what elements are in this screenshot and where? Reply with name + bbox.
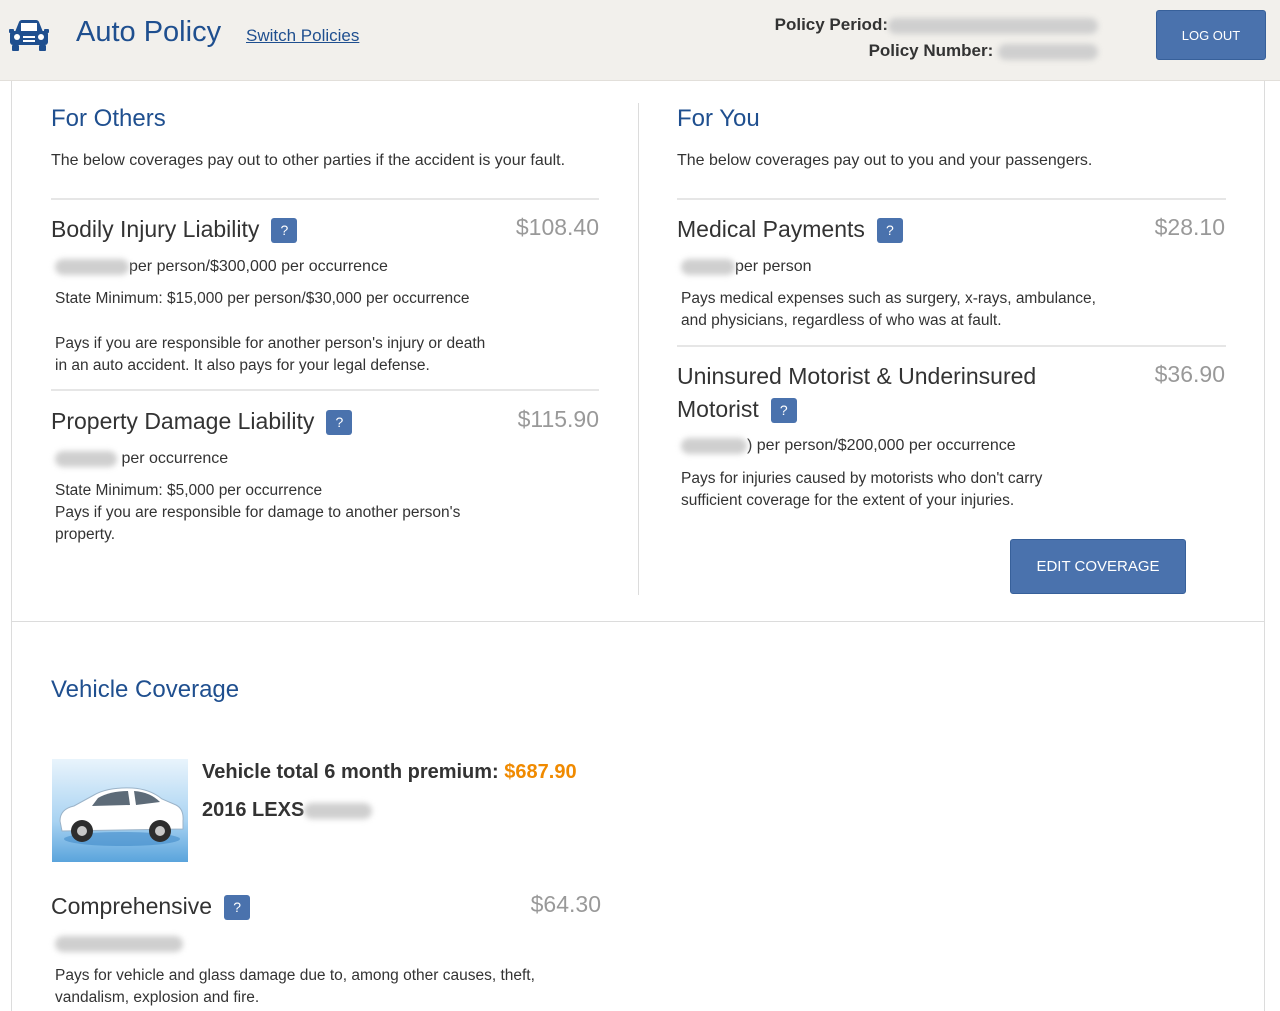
- coverage-limit: [681, 437, 1016, 455]
- limit-redacted: [55, 936, 183, 952]
- page-header: [0, 0, 1280, 81]
- coverage-description: Pays if you are responsible for damage to another person's property.: [55, 504, 461, 543]
- limit-redacted: [55, 259, 129, 275]
- switch-policies-link[interactable]: Switch Policies: [246, 26, 360, 45]
- vehicle-name-text: 2016 LEXS: [202, 799, 305, 821]
- vehicle-name: [202, 799, 372, 822]
- column-divider: [638, 103, 639, 595]
- coverage-description: Pays if you are responsible for another person's injury or death in an auto accident. It also pays for your legal defense.: [55, 335, 486, 374]
- coverage-state-minimum: State Minimum: $15,000 per person/$30,000 per occurrence: [55, 290, 470, 307]
- vehicle-premium-label: Vehicle total 6 month premium:: [202, 761, 505, 783]
- vehicle-premium: [202, 761, 577, 784]
- policy-number-label: Policy Number:: [868, 41, 994, 60]
- help-icon[interactable]: ?: [326, 410, 352, 435]
- coverage-price: $36.90: [1154, 361, 1225, 387]
- coverage-limit-text: per occurrence: [121, 450, 229, 467]
- coverage-name-property-damage: [51, 405, 352, 438]
- coverage-name-bodily-injury: [51, 213, 297, 246]
- for-you-description: The below coverages pay out to you and your passengers.: [677, 152, 1093, 169]
- coverage-name-label: Comprehensive: [51, 893, 213, 919]
- policy-period-value-redacted: [888, 18, 1098, 34]
- coverage-description: Pays for vehicle and glass damage due to, among other causes, theft, vandalism, explosion and fire.: [55, 967, 535, 1006]
- coverage-name-label: Bodily Injury Liability: [51, 216, 260, 242]
- coverage-limit: [55, 258, 388, 276]
- limit-redacted: [681, 259, 735, 275]
- divider: [51, 198, 599, 200]
- for-others-title: For Others: [51, 105, 166, 132]
- coverage-name-label: Medical Payments: [677, 216, 865, 242]
- app-title: Auto Policy: [76, 16, 222, 48]
- coverage-price: $108.40: [515, 214, 599, 240]
- vehicle-model-redacted: [304, 803, 372, 819]
- divider: [51, 389, 599, 391]
- help-icon[interactable]: ?: [224, 895, 250, 920]
- policy-period-label: Policy Period:: [774, 15, 888, 34]
- coverage-limit: [681, 258, 812, 276]
- car-icon: [9, 18, 49, 52]
- coverage-description: Pays for injuries caused by motorists who don't carry sufficient coverage for the extent of your injuries.: [681, 470, 1043, 509]
- coverage-limit-text: ) per person/$200,000 per occurrence: [747, 437, 1016, 454]
- coverage-limit-text: per person/$300,000 per occurrence: [129, 258, 388, 275]
- for-others-description: The below coverages pay out to other parties if the accident is your fault.: [51, 152, 566, 169]
- coverage-state-minimum: State Minimum: $5,000 per occurrence: [55, 482, 323, 499]
- edit-coverage-button[interactable]: EDIT COVERAGE: [1010, 539, 1186, 594]
- help-icon[interactable]: ?: [771, 398, 797, 423]
- coverage-name-label: Uninsured Motorist & Underinsured Motorist: [677, 363, 1037, 422]
- divider: [677, 198, 1226, 200]
- coverage-limit: [55, 935, 183, 953]
- help-icon[interactable]: ?: [271, 218, 297, 243]
- coverage-name-comprehensive: [51, 890, 250, 923]
- help-icon[interactable]: ?: [877, 218, 903, 243]
- coverage-description: Pays medical expenses such as surgery, x-rays, ambulance, and physicians, regardless of who was at fault.: [681, 290, 1096, 329]
- coverage-card: [11, 81, 1265, 1011]
- section-divider: [12, 621, 1264, 622]
- for-you-title: For You: [677, 105, 760, 132]
- coverage-name-uninsured-motorist: [677, 360, 1077, 426]
- coverage-limit: [55, 450, 228, 468]
- vehicle-premium-amount: $687.90: [504, 761, 577, 783]
- coverage-limit-text: per person: [735, 258, 812, 275]
- coverage-name-medical-payments: [677, 213, 903, 246]
- policy-number-value-redacted: [998, 44, 1098, 60]
- divider: [677, 345, 1226, 347]
- coverage-price: $64.30: [530, 891, 601, 917]
- vehicle-coverage-title: Vehicle Coverage: [51, 676, 240, 703]
- limit-redacted: [681, 438, 747, 454]
- coverage-name-label: Property Damage Liability: [51, 408, 315, 434]
- policy-meta: [775, 12, 1098, 64]
- limit-redacted: [55, 451, 117, 467]
- coverage-price: $115.90: [517, 406, 599, 432]
- vehicle-image: [52, 759, 188, 862]
- logout-button[interactable]: LOG OUT: [1156, 10, 1266, 60]
- coverage-price: $28.10: [1154, 214, 1225, 240]
